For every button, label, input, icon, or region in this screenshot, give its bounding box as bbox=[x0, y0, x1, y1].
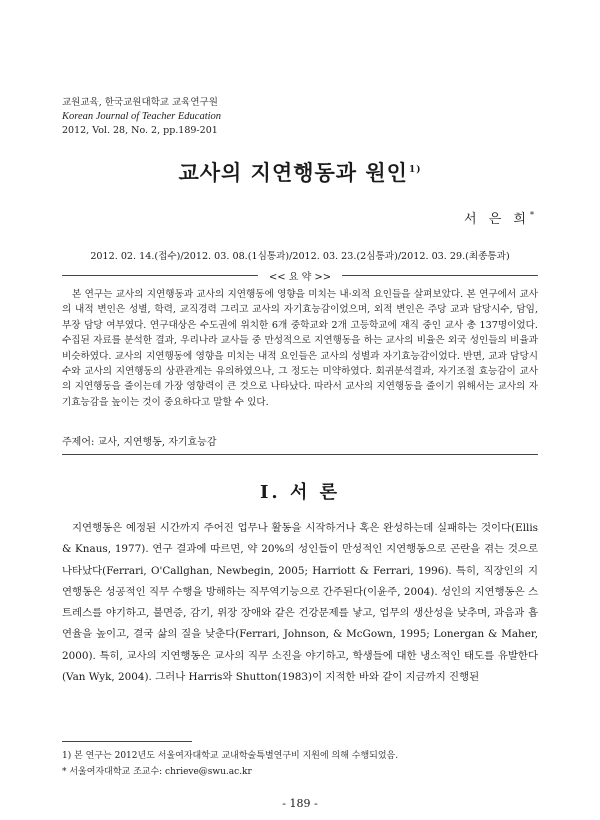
journal-volume-info: 2012, Vol. 28, No. 2, pp.189-201 bbox=[62, 125, 218, 136]
author-name: 서 은 희 bbox=[464, 212, 530, 227]
abstract-rule-right bbox=[342, 275, 538, 276]
abstract-bottom-rule bbox=[62, 454, 538, 455]
abstract-heading: << 요 약 >> bbox=[268, 272, 332, 283]
footnote-funding: 1) 본 연구는 2012년도 서울여자대학교 교내학술특별연구비 지원에 의해 수행되었음. bbox=[62, 751, 399, 761]
page-number: - 189 - bbox=[282, 797, 318, 810]
title-footnote-mark: 1) bbox=[408, 165, 422, 175]
journal-publisher: 교원교육, 한국교원대학교 교육연구원 bbox=[62, 97, 218, 108]
paper-title bbox=[0, 157, 600, 187]
section-heading: Ⅰ. 서 론 bbox=[260, 482, 340, 503]
journal-header bbox=[62, 96, 221, 138]
journal-name-english: Korean Journal of Teacher Education bbox=[62, 111, 222, 122]
submission-dates: 2012. 02. 14.(접수)/2012. 03. 08.(1심통과)/2012. 03. 23.(2심통과)/2012. 03. 29.(최종통과) bbox=[90, 251, 510, 262]
keywords: 주제어: 교사, 지연행동, 자기효능감 bbox=[62, 437, 217, 448]
abstract-text: 본 연구는 교사의 지연행동과 교사의 지연행동에 영향을 미치는 내·외적 요인들을 살펴보았다. 본 연구에서 교사의 내적 변인은 성별, 학력, 교직경력 그리고 교사의 자기효능감이었으며, 외적 변인은 주당 교과 담당시수, 담임, 부장 담당 여부였다. 연구대상은 수도권에 위치한 6개 중학교와 2개 고등학교에 재직 중인 교사 총 137명이었다. 수집된 자료를 분석한 결과, 우리나라 교사들 중 만성적으로 지연행동을 하는 교사의 비율은 외국 성인들의 비율과 비슷하였다. 교사의 지연행동에 영향을 미치는 내적 요인들은 교사의 성별과 자기효능감이었다. 반면, 교과 담당시수와 교사의 지연행동의 상관관계는 유의하였으나, 그 정도는 미약하였다. 회귀분석결과, 자기조절 효능감이 교사의 지연행동을 줄이는데 가장 영향력이 큰 것으로 나타났다. 따라서 교사의 지연행동을 줄이기 위해서는 교사의 자기효능감을 높이는 것이 중요하다고 말할 수 있다. bbox=[62, 289, 538, 408]
paper-title-text: 교사의 지연행동과 원인 bbox=[178, 160, 408, 185]
author-line bbox=[464, 208, 534, 227]
author-mark: * bbox=[530, 210, 534, 220]
abstract-heading-row bbox=[62, 268, 538, 282]
footnote-author: * 서울여자대학교 조교수: chrieve@swu.ac.kr bbox=[62, 767, 252, 777]
body-paragraph: 지연행동은 예정된 시간까지 주어진 업무나 활동을 시작하거나 혹은 완성하는데 실패하는 것이다(Ellis & Knaus, 1977). 연구 결과에 따르면, 약 20%의 성인들이 만성적인 지연행동으로 곤란을 겪는 것으로 나타났다(Ferrari, O'Callghan, Newbegin, 2005; Harriott & Ferrari, 1996). 특히, 직장인의 지연행동은 성공적인 직무 수행을 방해하는 직무역기능으로 간주된다(이윤주, 2004). 성인의 지연행동은 스트레스를 야기하고, 불면증, 감기, 위장 장애와 같은 건강문제를 낳고, 업무의 생산성을 낮추며, 과음과 흡연율을 높이고, 결국 삶의 질을 낮춘다(Ferrari, Johnson, & McGown, 1995; Lonergan & Maher, 2000). 특히, 교사의 지연행동은 교사의 직무 소진을 야기하고, 학생들에 대한 냉소적인 태도를 유발한다(Van Wyk, 2004). 그러나 Harris와 Shutton(1983)이 지적한 바와 같이 지금까지 진행된 bbox=[62, 522, 538, 684]
footnote-rule bbox=[62, 741, 192, 742]
